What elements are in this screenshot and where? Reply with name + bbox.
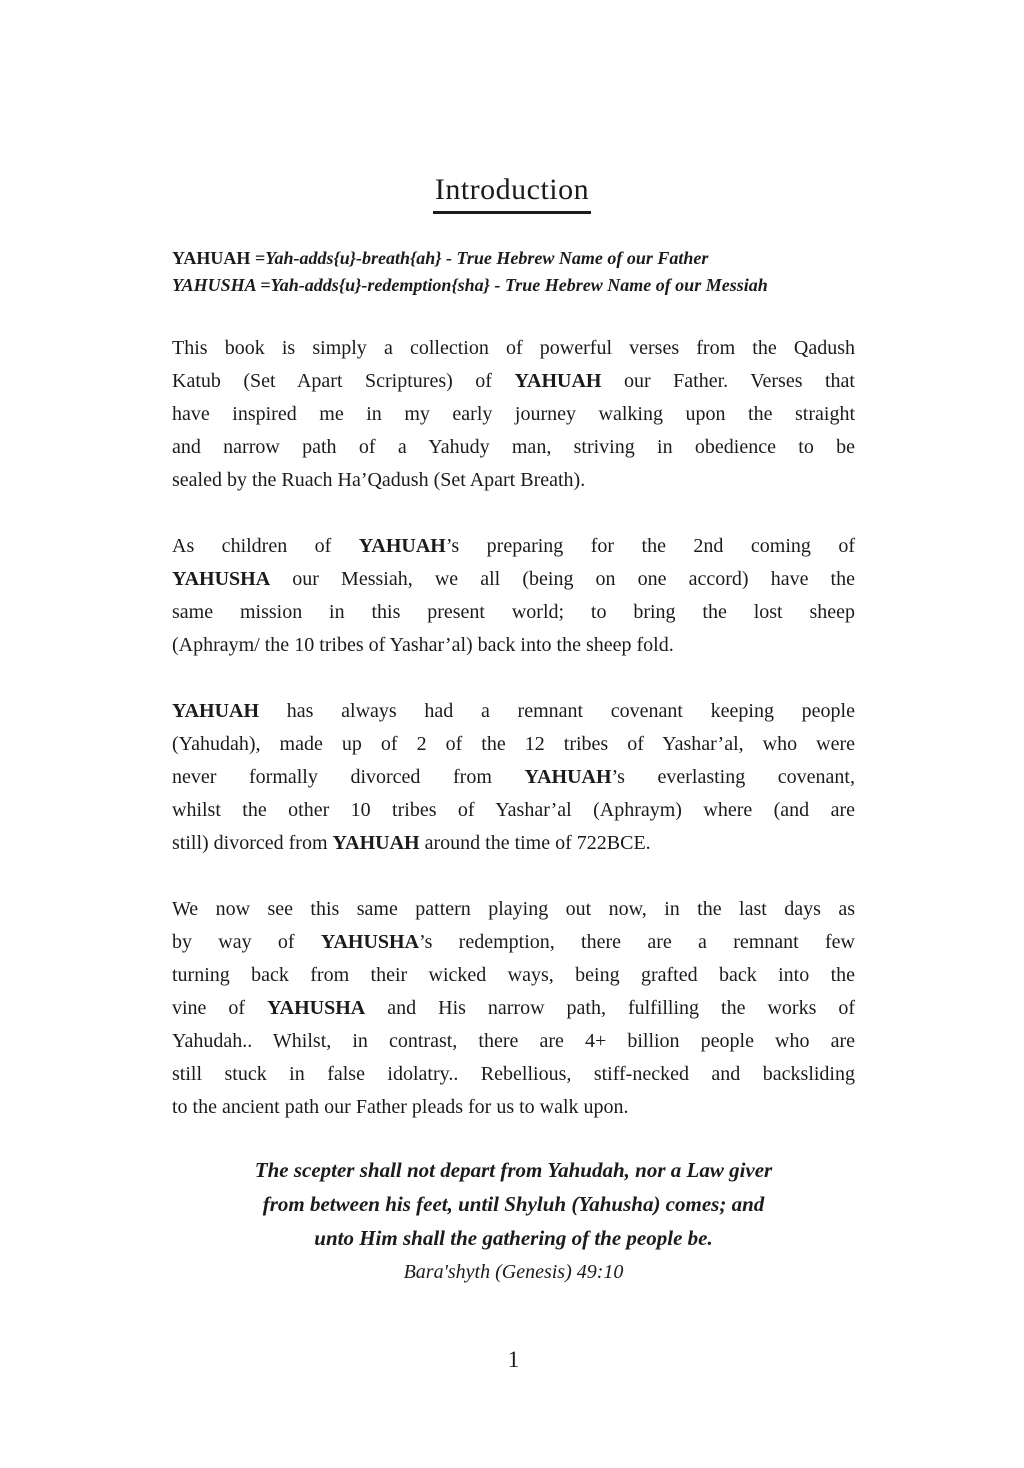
- text-line: [172, 629, 855, 662]
- text-line: [172, 272, 855, 299]
- text-segment: around the time of 722BCE.: [419, 832, 651, 854]
- text-segment: YAHUAH: [172, 248, 255, 268]
- paragraph-4: [172, 893, 855, 1124]
- text-segment: our Father. Verses that: [601, 370, 855, 392]
- text-segment: still) divorced from: [172, 832, 333, 854]
- emphasized-name: YAHUAH: [358, 535, 446, 557]
- text-line: [172, 245, 855, 272]
- emphasized-name: YAHUAH: [172, 700, 260, 722]
- text-segment: Yahudah.. Whilst, in contrast, there are 4+ billion people who are: [172, 1030, 855, 1052]
- paragraph-1: [172, 332, 855, 497]
- text-line: [172, 827, 855, 860]
- text-segment: (Yahudah), made up of 2 of the 12 tribes of Yashar’al, who were: [172, 733, 855, 755]
- emphasized-name: YAHUSHA: [267, 997, 366, 1019]
- emphasized-name: YAHUAH: [332, 832, 420, 854]
- emphasized-name: YAHUAH: [514, 370, 602, 392]
- text-line: [172, 695, 855, 728]
- scripture-quote: [172, 1153, 855, 1255]
- text-segment: our Messiah, we all (being on one accord) have the: [270, 568, 855, 590]
- text-line: [172, 464, 855, 497]
- text-line: [172, 1187, 855, 1221]
- page-number: 1: [507, 1347, 520, 1372]
- text-segment: =Yah-adds{u}-breath{ah} - True Hebrew Name of our Father: [254, 248, 709, 268]
- text-line: [172, 761, 855, 794]
- text-line: [172, 596, 855, 629]
- text-line: [172, 794, 855, 827]
- text-segment: never formally divorced from: [172, 766, 525, 788]
- text-line: [172, 1153, 855, 1187]
- paragraph-2: [172, 530, 855, 662]
- page-title: [0, 0, 1024, 214]
- text-line: [172, 959, 855, 992]
- text-segment: whilst the other 10 tribes of Yashar’al (Aphraym) where (and are: [172, 799, 855, 821]
- text-line: [172, 530, 855, 563]
- text-line: [172, 926, 855, 959]
- text-line: [172, 893, 855, 926]
- text-segment: unto Him shall the gathering of the people be.: [314, 1226, 713, 1250]
- name-definitions: [172, 245, 855, 299]
- text-segment: from between his feet, until Shyluh (Yahusha) comes; and: [262, 1192, 765, 1216]
- text-segment: As children of: [172, 535, 359, 557]
- text-line: [172, 332, 855, 365]
- text-segment: ’s redemption, there are a remnant few: [419, 931, 855, 953]
- text-segment: sealed by the Ruach Ha’Qadush (Set Apart Breath).: [172, 469, 586, 491]
- text-segment: to the ancient path our Father pleads for us to walk upon.: [172, 1096, 629, 1118]
- text-segment: same mission in this present world; to bring the lost sheep: [172, 601, 855, 623]
- emphasized-name: YAHUAH: [524, 766, 612, 788]
- text-line: [172, 431, 855, 464]
- emphasized-name: YAHUSHA: [320, 931, 420, 953]
- text-segment: still stuck in false idolatry.. Rebellious, stiff-necked and backsliding: [172, 1063, 855, 1085]
- text-segment: (Aphraym/ the 10 tribes of Yashar’al) back into the sheep fold.: [172, 634, 674, 656]
- text-segment: ’s preparing for the 2nd coming of: [445, 535, 855, 557]
- text-segment: has always had a remnant covenant keeping people: [259, 700, 855, 722]
- text-line: [172, 398, 855, 431]
- text-segment: have inspired me in my early journey walking upon the straight: [172, 403, 855, 425]
- text-line: [172, 563, 855, 596]
- text-segment: We now see this same pattern playing out now, in the last days as: [172, 898, 855, 920]
- text-line: [172, 365, 855, 398]
- page-content: [172, 245, 855, 1375]
- text-segment: Katub (Set Apart Scriptures) of: [172, 370, 515, 392]
- paragraph-3: [172, 695, 855, 860]
- emphasized-name: YAHUSHA: [172, 568, 271, 590]
- text-segment: and narrow path of a Yahudy man, striving in obedience to be: [172, 436, 855, 458]
- text-segment: ’s everlasting covenant,: [611, 766, 855, 788]
- text-segment: and His narrow path, fulfilling the works of: [365, 997, 855, 1019]
- page-title-text: Introduction: [433, 173, 591, 214]
- text-segment: turning back from their wicked ways, being grafted back into the: [172, 964, 855, 986]
- text-segment: vine of: [172, 997, 268, 1019]
- text-segment: YAHUSHA =Yah-adds{u}-redemption{sha} - True Hebrew Name of our Messiah: [172, 275, 768, 295]
- text-line: [172, 1025, 855, 1058]
- scripture-citation: Bara'shyth (Genesis) 49:10: [403, 1261, 624, 1283]
- text-segment: This book is simply a collection of powerful verses from the Qadush: [172, 337, 855, 359]
- text-line: [172, 1058, 855, 1091]
- text-line: [172, 992, 855, 1025]
- text-line: [172, 728, 855, 761]
- text-segment: by way of: [172, 931, 321, 953]
- text-line: [172, 1091, 855, 1124]
- text-segment: The scepter shall not depart from Yahudah, nor a Law giver: [254, 1158, 773, 1182]
- text-line: [172, 1221, 855, 1255]
